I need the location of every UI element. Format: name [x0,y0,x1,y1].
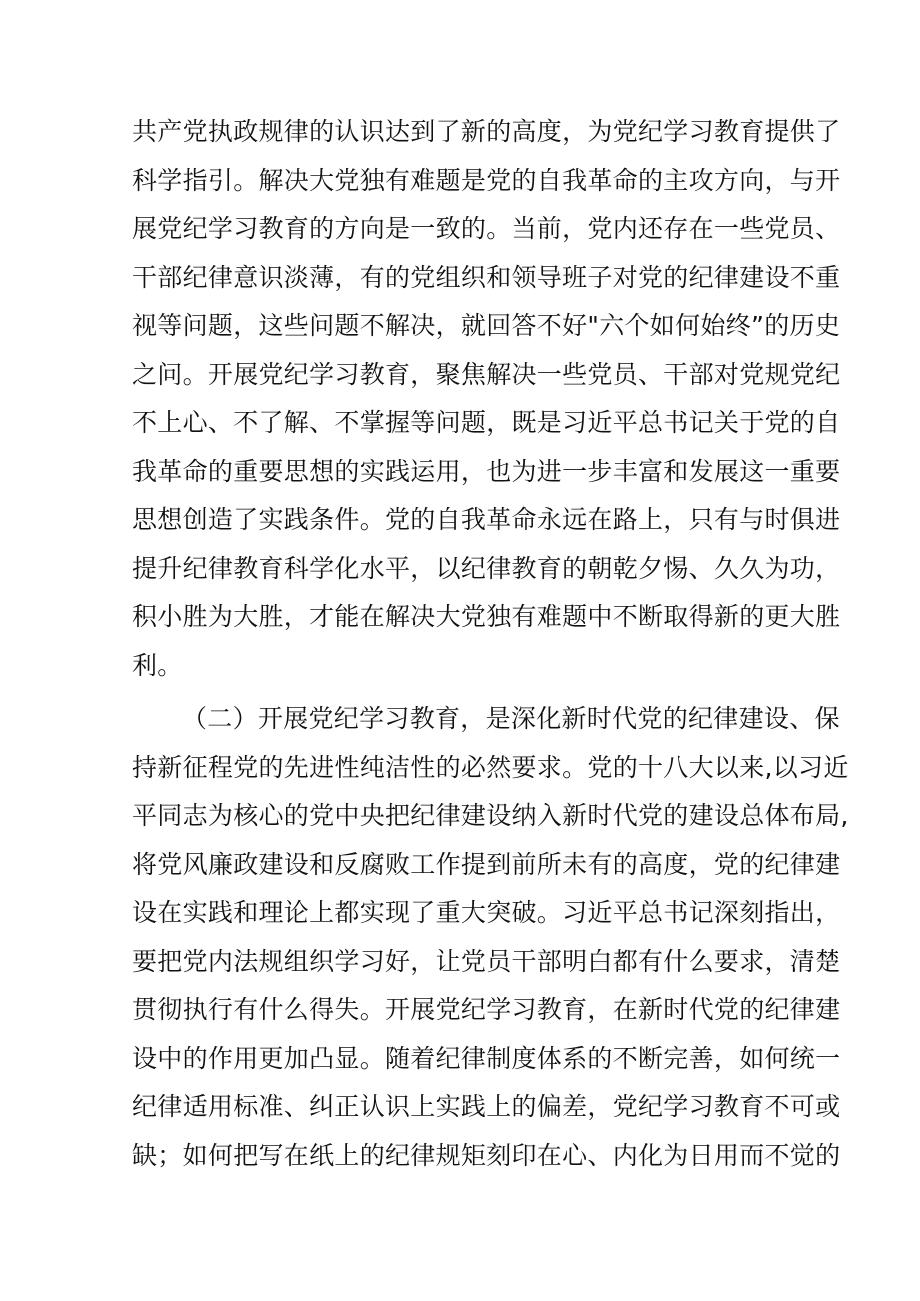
paragraph-2 [132,695,849,1180]
text-line: 积小胜为大胜，才能在解决大党独有难题中不断取得新的更大胜 [132,602,841,631]
text-line: 不上心、不了解、不掌握等问题，既是习近平总书记关于党的自 [132,408,841,437]
section-heading-line: （二）开展党纪学习教育，是深化新时代党的纪律建设、保 [182,704,840,733]
text-line: 之问。开展党纪学习教育，聚焦解决一些党员、干部对党规党纪 [132,359,841,389]
text-line: 共产党执政规律的认识达到了新的高度，为党纪学习教育提供了 [132,117,841,146]
text-line: 思想创造了实践条件。党的自我革命永远在路上，只有与时俱进 [132,505,841,534]
text-line: 设中的作用更加凸显。随着纪律制度体系的不断完善，如何统一 [132,1043,841,1073]
paragraph-1 [132,108,841,690]
text-line: 缺；如何把写在纸上的纪律规矩刻印在心、内化为日用而不觉的 [132,1140,841,1170]
text-line: 贯彻执行有什么得失。开展党纪学习教育，在新时代党的纪律建 [132,995,841,1024]
text-line: 设在实践和理论上都实现了重大突破。习近平总书记深刻指出， [132,898,841,927]
text-line: 干部纪律意识淡薄，有的党组织和领导班子对党的纪律建设不重 [132,262,841,292]
text-line: 展党纪学习教育的方向是一致的。当前，党内还存在一些党员、 [132,214,841,243]
text-line: 要把党内法规组织学习好，让党员干部明白都有什么要求，清楚 [132,946,841,976]
text-line: 持新征程党的先进性纯洁性的必然要求。党的十八大以来,以习近 [132,752,849,782]
text-line: 我革命的重要思想的实践运用，也为进一步丰富和发展这一重要 [132,456,841,486]
text-line: 平同志为核心的党中央把纪律建设纳入新时代党的建设总体布局, [132,801,849,830]
text-line: 科学指引。解决大党独有难题是党的自我革命的主攻方向，与开 [132,165,841,195]
text-line: 视等问题，这些问题不解决，就回答不好"六个如何始终”的历史 [132,311,841,340]
text-line: 将党风廉政建设和反腐败工作提到前所未有的高度，党的纪律建 [132,849,841,879]
text-line: 提升纪律教育科学化水平，以纪律教育的朝乾夕惕、久久为功， [132,553,841,583]
text-line: 纪律适用标准、纠正认识上实践上的偏差，党纪学习教育不可或 [132,1092,841,1121]
text-line: 利。 [132,650,183,680]
